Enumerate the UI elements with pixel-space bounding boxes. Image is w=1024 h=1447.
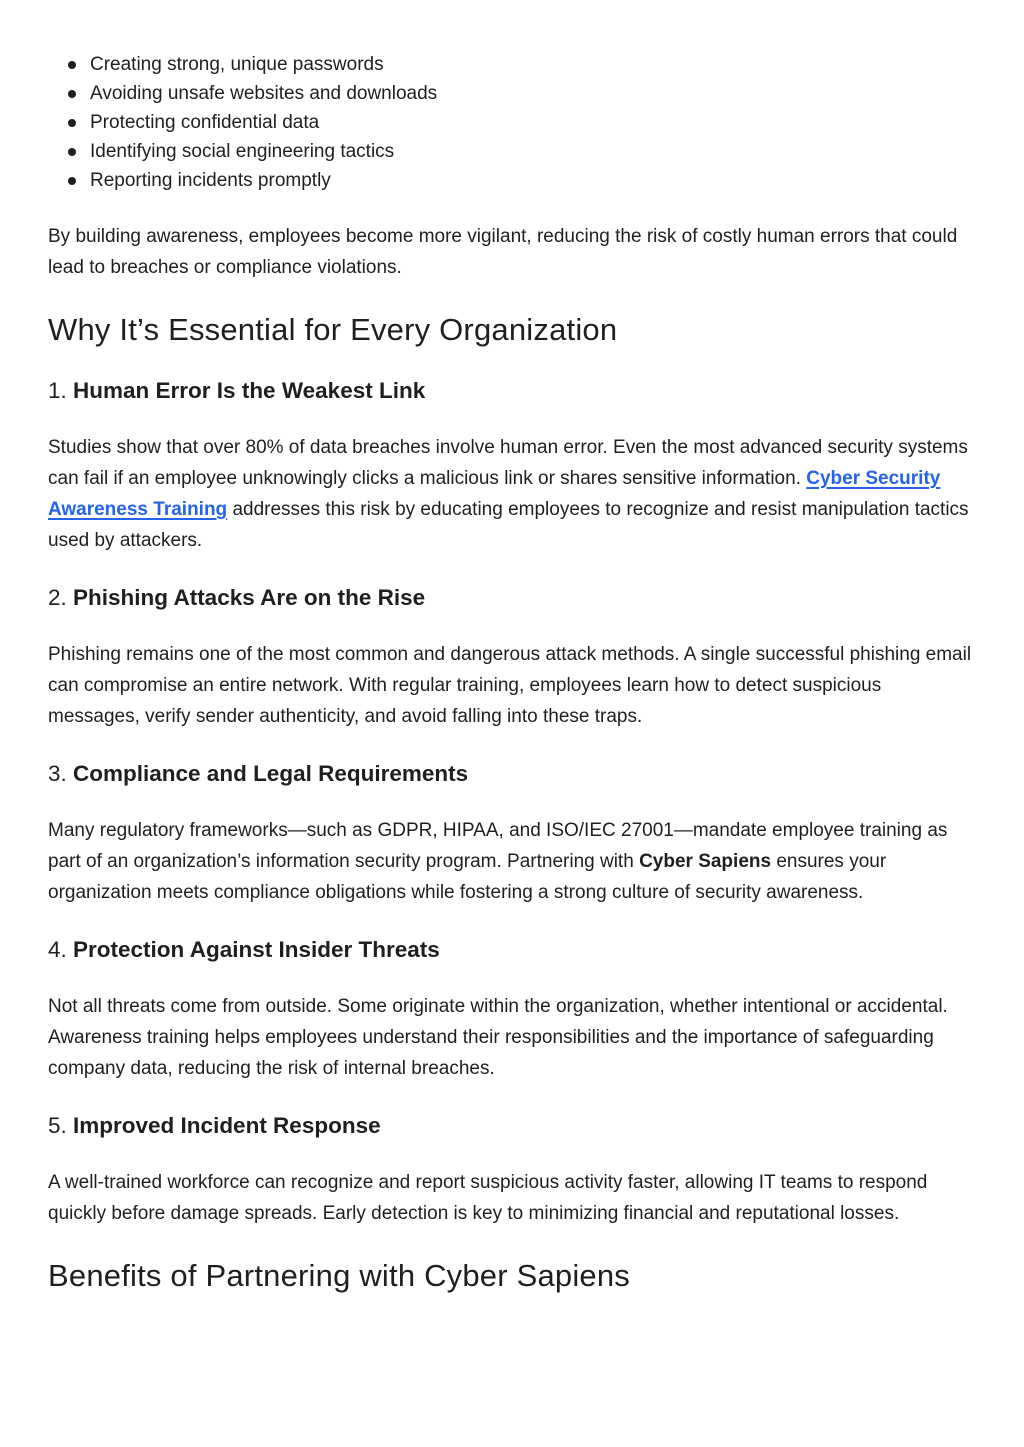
paragraph-text: A well-trained workforce can recognize and report suspicious activity faster, allowing IT teams to respond quickly before damage spreads. Early detection is key to minimizing financial and reputational losses. [48, 1172, 928, 1224]
paragraph-text: addresses this risk by educating employees to recognize and resist manipulation tactics used by attackers. [48, 499, 969, 551]
section-paragraph [48, 815, 976, 908]
paragraph-text: Many regulatory frameworks—such as GDPR, HIPAA, and ISO/IEC 27001—mandate employee training as part of an organization’s information security program. Partnering with [48, 820, 948, 872]
paragraph-text: Not all threats come from outside. Some originate within the organization, whether intentional or accidental. Awareness training helps employees understand their responsibilities and the importance of safeguarding company data, reducing the risk of internal breaches. [48, 996, 948, 1079]
numbered-section [48, 936, 976, 1084]
paragraph-text: Phishing remains one of the most common and dangerous attack methods. A single successful phishing email can compromise an entire network. With regular training, employees learn how to detect suspicious messages, verify sender authenticity, and avoid falling into these traps. [48, 644, 972, 727]
list-item-text: Identifying social engineering tactics [90, 141, 395, 162]
list-item-text: Creating strong, unique passwords [90, 54, 384, 75]
list-item [90, 79, 976, 108]
section-title: Human Error Is the Weakest Link [73, 378, 426, 403]
section-number: 1. [48, 378, 74, 403]
section-number: 3. [48, 761, 74, 786]
numbered-section-heading [48, 377, 976, 405]
numbered-section-heading [48, 936, 976, 964]
section-paragraph [48, 639, 976, 732]
list-item-text: Avoiding unsafe websites and downloads [90, 83, 438, 104]
section-paragraph [48, 432, 976, 556]
paragraph-text: Studies show that over 80% of data breaches involve human error. Even the most advanced security systems can fail if an employee unknowingly clicks a malicious link or shares sensitive information. [48, 437, 968, 489]
paragraph-text: ensures your organization meets compliance obligations while fostering a strong culture of security awareness. [48, 851, 887, 903]
numbered-section [48, 760, 976, 908]
bold-brand-text: Cyber Sapiens [639, 851, 772, 872]
training-topics-list [48, 50, 976, 195]
list-item [90, 137, 976, 166]
list-item [90, 108, 976, 137]
numbered-section [48, 377, 976, 556]
numbered-sections [48, 377, 976, 1229]
list-item-text: Reporting incidents promptly [90, 170, 331, 191]
section-title: Compliance and Legal Requirements [73, 761, 469, 786]
section-title: Protection Against Insider Threats [73, 937, 440, 962]
cyber-security-awareness-training-link[interactable]: Cyber Security Awareness Training [48, 468, 941, 520]
numbered-section-heading [48, 584, 976, 612]
numbered-section-heading [48, 760, 976, 788]
list-item-text: Protecting confidential data [90, 112, 320, 133]
numbered-section [48, 1112, 976, 1229]
benefits-heading: Benefits of Partnering with Cyber Sapiens [48, 1258, 631, 1293]
numbered-section-heading [48, 1112, 976, 1140]
section-number: 2. [48, 585, 74, 610]
why-essential-heading: Why It’s Essential for Every Organization [48, 312, 618, 347]
list-item [90, 166, 976, 195]
section-paragraph [48, 991, 976, 1084]
section-title: Phishing Attacks Are on the Rise [73, 585, 426, 610]
awareness-summary-paragraph: By building awareness, employees become more vigilant, reducing the risk of costly human errors that could lead to breaches or compliance violations. [48, 226, 958, 278]
section-paragraph [48, 1167, 976, 1229]
section-title: Improved Incident Response [73, 1113, 381, 1138]
section-number: 4. [48, 937, 74, 962]
numbered-section [48, 584, 976, 732]
section-number: 5. [48, 1113, 74, 1138]
list-item [90, 50, 976, 79]
